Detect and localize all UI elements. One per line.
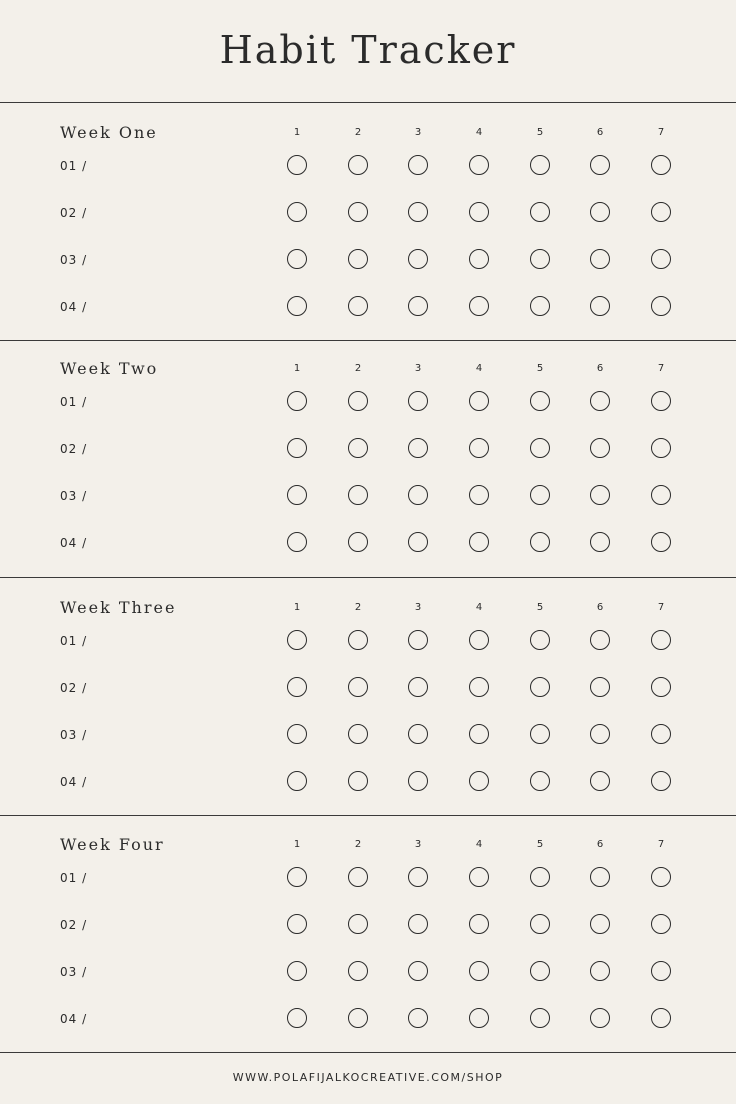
- habit-checkbox-circle[interactable]: [287, 391, 307, 411]
- habit-row-label: 03 /: [60, 489, 88, 503]
- habit-row-label: 01 /: [60, 634, 88, 648]
- habit-checkbox-circle[interactable]: [408, 1008, 428, 1028]
- habit-checkbox-circle[interactable]: [287, 867, 307, 887]
- habit-checkbox-circle[interactable]: [408, 391, 428, 411]
- habit-checkbox-circle[interactable]: [408, 202, 428, 222]
- habit-checkbox-circle[interactable]: [590, 202, 610, 222]
- habit-row-label: 04 /: [60, 1012, 88, 1026]
- habit-checkbox-circle[interactable]: [469, 391, 489, 411]
- habit-checkbox-circle[interactable]: [408, 914, 428, 934]
- habit-row-label: 02 /: [60, 681, 88, 695]
- habit-checkbox-circle[interactable]: [348, 485, 368, 505]
- habit-checkbox-circle[interactable]: [530, 867, 550, 887]
- habit-checkbox-circle[interactable]: [590, 677, 610, 697]
- habit-checkbox-circle[interactable]: [287, 677, 307, 697]
- habit-checkbox-circle[interactable]: [651, 677, 671, 697]
- day-number-header: 5: [536, 839, 544, 850]
- habit-checkbox-circle[interactable]: [469, 1008, 489, 1028]
- day-number-header: 6: [596, 839, 604, 850]
- habit-checkbox-circle[interactable]: [651, 391, 671, 411]
- week-title: Week One: [60, 123, 158, 142]
- day-number-header: 4: [475, 602, 483, 613]
- habit-checkbox-circle[interactable]: [651, 961, 671, 981]
- habit-checkbox-circle[interactable]: [469, 961, 489, 981]
- habit-checkbox-circle[interactable]: [348, 867, 368, 887]
- day-number-header: 7: [657, 363, 665, 374]
- habit-checkbox-circle[interactable]: [651, 485, 671, 505]
- habit-row-label: 03 /: [60, 728, 88, 742]
- habit-checkbox-circle[interactable]: [408, 724, 428, 744]
- habit-checkbox-circle[interactable]: [348, 630, 368, 650]
- day-number-header: 5: [536, 127, 544, 138]
- habit-checkbox-circle[interactable]: [287, 532, 307, 552]
- habit-checkbox-circle[interactable]: [469, 438, 489, 458]
- habit-checkbox-circle[interactable]: [348, 202, 368, 222]
- section-divider: [0, 577, 736, 578]
- habit-checkbox-circle[interactable]: [530, 296, 550, 316]
- habit-checkbox-circle[interactable]: [469, 532, 489, 552]
- section-divider: [0, 1052, 736, 1053]
- habit-checkbox-circle[interactable]: [530, 771, 550, 791]
- habit-row-label: 04 /: [60, 300, 88, 314]
- habit-checkbox-circle[interactable]: [287, 630, 307, 650]
- habit-checkbox-circle[interactable]: [287, 724, 307, 744]
- habit-checkbox-circle[interactable]: [348, 914, 368, 934]
- habit-checkbox-circle[interactable]: [530, 914, 550, 934]
- habit-checkbox-circle[interactable]: [590, 249, 610, 269]
- habit-checkbox-circle[interactable]: [348, 1008, 368, 1028]
- habit-checkbox-circle[interactable]: [408, 630, 428, 650]
- habit-row-label: 01 /: [60, 395, 88, 409]
- habit-checkbox-circle[interactable]: [469, 677, 489, 697]
- habit-checkbox-circle[interactable]: [651, 771, 671, 791]
- habit-row-label: 02 /: [60, 442, 88, 456]
- habit-checkbox-circle[interactable]: [651, 867, 671, 887]
- habit-checkbox-circle[interactable]: [590, 914, 610, 934]
- habit-checkbox-circle[interactable]: [287, 155, 307, 175]
- day-number-header: 3: [414, 602, 422, 613]
- week-title: Week Four: [60, 835, 165, 854]
- day-number-header: 3: [414, 839, 422, 850]
- habit-checkbox-circle[interactable]: [469, 155, 489, 175]
- habit-checkbox-circle[interactable]: [530, 202, 550, 222]
- day-number-header: 2: [354, 602, 362, 613]
- habit-checkbox-circle[interactable]: [530, 532, 550, 552]
- habit-checkbox-circle[interactable]: [530, 485, 550, 505]
- habit-checkbox-circle[interactable]: [287, 485, 307, 505]
- habit-row-label: 01 /: [60, 159, 88, 173]
- day-number-header: 1: [293, 363, 301, 374]
- habit-checkbox-circle[interactable]: [408, 155, 428, 175]
- habit-checkbox-circle[interactable]: [590, 961, 610, 981]
- habit-checkbox-circle[interactable]: [469, 630, 489, 650]
- habit-checkbox-circle[interactable]: [408, 867, 428, 887]
- habit-checkbox-circle[interactable]: [651, 155, 671, 175]
- habit-checkbox-circle[interactable]: [408, 296, 428, 316]
- habit-checkbox-circle[interactable]: [530, 724, 550, 744]
- week-title: Week Two: [60, 359, 159, 378]
- habit-checkbox-circle[interactable]: [590, 724, 610, 744]
- habit-checkbox-circle[interactable]: [651, 202, 671, 222]
- habit-checkbox-circle[interactable]: [408, 532, 428, 552]
- habit-checkbox-circle[interactable]: [530, 249, 550, 269]
- habit-checkbox-circle[interactable]: [408, 771, 428, 791]
- habit-checkbox-circle[interactable]: [590, 532, 610, 552]
- habit-checkbox-circle[interactable]: [348, 961, 368, 981]
- habit-checkbox-circle[interactable]: [651, 630, 671, 650]
- day-number-header: 1: [293, 127, 301, 138]
- habit-checkbox-circle[interactable]: [408, 677, 428, 697]
- page-title: Habit Tracker: [219, 28, 517, 72]
- day-number-header: 6: [596, 602, 604, 613]
- habit-checkbox-circle[interactable]: [287, 202, 307, 222]
- footer-url: WWW.POLAFIJALKOCREATIVE.COM/SHOP: [232, 1071, 504, 1084]
- habit-checkbox-circle[interactable]: [469, 867, 489, 887]
- habit-checkbox-circle[interactable]: [530, 155, 550, 175]
- habit-checkbox-circle[interactable]: [287, 249, 307, 269]
- habit-checkbox-circle[interactable]: [590, 485, 610, 505]
- habit-checkbox-circle[interactable]: [530, 438, 550, 458]
- habit-checkbox-circle[interactable]: [651, 438, 671, 458]
- section-divider: [0, 102, 736, 103]
- habit-checkbox-circle[interactable]: [348, 771, 368, 791]
- habit-checkbox-circle[interactable]: [348, 532, 368, 552]
- habit-checkbox-circle[interactable]: [408, 249, 428, 269]
- habit-checkbox-circle[interactable]: [287, 438, 307, 458]
- habit-checkbox-circle[interactable]: [469, 296, 489, 316]
- section-divider: [0, 815, 736, 816]
- habit-checkbox-circle[interactable]: [408, 961, 428, 981]
- habit-checkbox-circle[interactable]: [348, 249, 368, 269]
- habit-checkbox-circle[interactable]: [651, 724, 671, 744]
- habit-checkbox-circle[interactable]: [530, 391, 550, 411]
- day-number-header: 3: [414, 127, 422, 138]
- habit-checkbox-circle[interactable]: [469, 771, 489, 791]
- habit-checkbox-circle[interactable]: [469, 249, 489, 269]
- habit-row-label: 02 /: [60, 918, 88, 932]
- habit-checkbox-circle[interactable]: [348, 438, 368, 458]
- day-number-header: 6: [596, 127, 604, 138]
- habit-checkbox-circle[interactable]: [590, 771, 610, 791]
- habit-checkbox-circle[interactable]: [590, 1008, 610, 1028]
- day-number-header: 2: [354, 363, 362, 374]
- habit-checkbox-circle[interactable]: [287, 1008, 307, 1028]
- habit-row-label: 04 /: [60, 775, 88, 789]
- habit-checkbox-circle[interactable]: [469, 485, 489, 505]
- day-number-header: 6: [596, 363, 604, 374]
- day-number-header: 1: [293, 602, 301, 613]
- habit-checkbox-circle[interactable]: [590, 630, 610, 650]
- week-title: Week Three: [60, 598, 177, 617]
- habit-checkbox-circle[interactable]: [530, 1008, 550, 1028]
- day-number-header: 1: [293, 839, 301, 850]
- habit-checkbox-circle[interactable]: [530, 630, 550, 650]
- habit-checkbox-circle[interactable]: [408, 485, 428, 505]
- habit-checkbox-circle[interactable]: [530, 961, 550, 981]
- habit-checkbox-circle[interactable]: [530, 677, 550, 697]
- habit-checkbox-circle[interactable]: [651, 249, 671, 269]
- habit-row-label: 04 /: [60, 536, 88, 550]
- habit-checkbox-circle[interactable]: [469, 202, 489, 222]
- habit-checkbox-circle[interactable]: [590, 155, 610, 175]
- day-number-header: 7: [657, 602, 665, 613]
- habit-checkbox-circle[interactable]: [348, 391, 368, 411]
- habit-row-label: 03 /: [60, 965, 88, 979]
- habit-checkbox-circle[interactable]: [651, 532, 671, 552]
- habit-checkbox-circle[interactable]: [469, 724, 489, 744]
- habit-checkbox-circle[interactable]: [348, 677, 368, 697]
- habit-checkbox-circle[interactable]: [469, 914, 489, 934]
- habit-checkbox-circle[interactable]: [590, 438, 610, 458]
- habit-checkbox-circle[interactable]: [287, 296, 307, 316]
- habit-checkbox-circle[interactable]: [590, 391, 610, 411]
- habit-checkbox-circle[interactable]: [651, 1008, 671, 1028]
- habit-row-label: 02 /: [60, 206, 88, 220]
- habit-checkbox-circle[interactable]: [348, 724, 368, 744]
- habit-checkbox-circle[interactable]: [590, 296, 610, 316]
- day-number-header: 4: [475, 839, 483, 850]
- habit-checkbox-circle[interactable]: [651, 296, 671, 316]
- day-number-header: 5: [536, 602, 544, 613]
- day-number-header: 7: [657, 839, 665, 850]
- day-number-header: 4: [475, 127, 483, 138]
- habit-checkbox-circle[interactable]: [348, 296, 368, 316]
- section-divider: [0, 340, 736, 341]
- habit-row-label: 01 /: [60, 871, 88, 885]
- day-number-header: 2: [354, 127, 362, 138]
- habit-checkbox-circle[interactable]: [590, 867, 610, 887]
- day-number-header: 2: [354, 839, 362, 850]
- day-number-header: 7: [657, 127, 665, 138]
- habit-checkbox-circle[interactable]: [651, 914, 671, 934]
- habit-checkbox-circle[interactable]: [348, 155, 368, 175]
- day-number-header: 4: [475, 363, 483, 374]
- day-number-header: 3: [414, 363, 422, 374]
- habit-checkbox-circle[interactable]: [287, 914, 307, 934]
- habit-checkbox-circle[interactable]: [287, 961, 307, 981]
- habit-checkbox-circle[interactable]: [408, 438, 428, 458]
- habit-row-label: 03 /: [60, 253, 88, 267]
- habit-checkbox-circle[interactable]: [287, 771, 307, 791]
- day-number-header: 5: [536, 363, 544, 374]
